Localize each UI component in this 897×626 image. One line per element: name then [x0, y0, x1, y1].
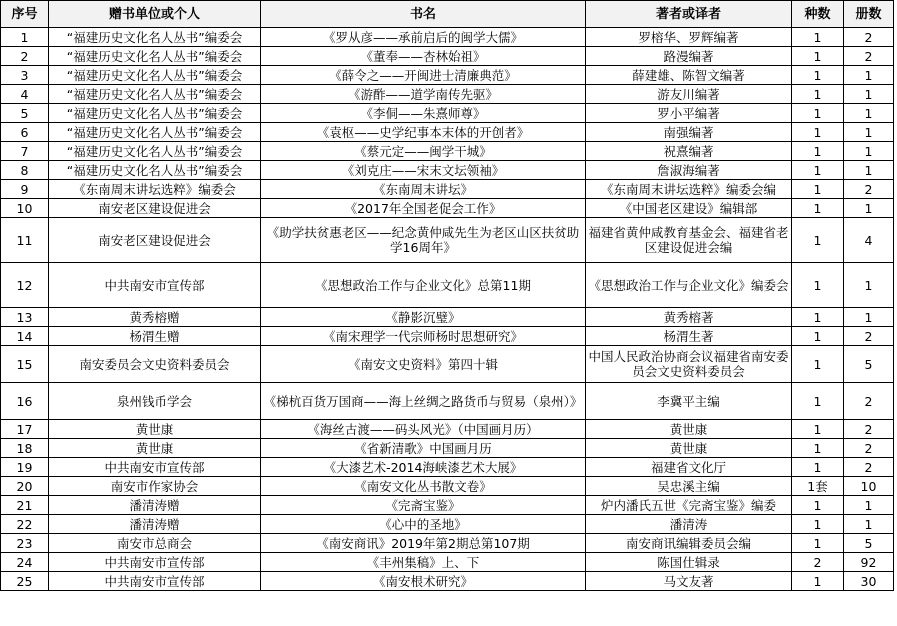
header-cell-donor: 赠书单位或个人: [49, 1, 261, 28]
cell-title: 《东南周末讲坛》: [261, 180, 586, 199]
cell-kinds: 1: [792, 142, 844, 161]
cell-title: 《思想政治工作与企业文化》总第11期: [261, 263, 586, 308]
cell-donor: “福建历史文化名人丛书”编委会: [49, 123, 261, 142]
cell-donor: 南安老区建设促进会: [49, 199, 261, 218]
cell-kinds: 1: [792, 420, 844, 439]
cell-volumes: 2: [844, 327, 894, 346]
cell-author: 福建省黄仲咸教育基金会、福建省老区建设促进会编: [586, 218, 792, 263]
table-row: [1, 180, 894, 199]
cell-kinds: 1: [792, 66, 844, 85]
cell-kinds: 1套: [792, 477, 844, 496]
cell-no: 25: [1, 572, 49, 591]
table-row: [1, 28, 894, 47]
cell-author: 游友川编著: [586, 85, 792, 104]
cell-volumes: 1: [844, 66, 894, 85]
table-row: [1, 104, 894, 123]
cell-title: 《心中的圣地》: [261, 515, 586, 534]
cell-donor: 中共南安市宣传部: [49, 458, 261, 477]
table-row: [1, 553, 894, 572]
cell-kinds: 1: [792, 308, 844, 327]
cell-kinds: 1: [792, 515, 844, 534]
table-row: [1, 161, 894, 180]
cell-author: 南强编著: [586, 123, 792, 142]
cell-title: 《李侗——朱熹师尊》: [261, 104, 586, 123]
cell-volumes: 1: [844, 123, 894, 142]
table-row: [1, 439, 894, 458]
cell-no: 19: [1, 458, 49, 477]
cell-kinds: 1: [792, 47, 844, 66]
cell-donor: 中共南安市宣传部: [49, 553, 261, 572]
cell-no: 8: [1, 161, 49, 180]
cell-title: 《董奉——杏林始祖》: [261, 47, 586, 66]
cell-donor: 潘清涛赠: [49, 496, 261, 515]
cell-no: 3: [1, 66, 49, 85]
cell-author: 《中国老区建设》编辑部: [586, 199, 792, 218]
cell-no: 4: [1, 85, 49, 104]
cell-author: 福建省文化厅: [586, 458, 792, 477]
cell-kinds: 1: [792, 327, 844, 346]
cell-donor: “福建历史文化名人丛书”编委会: [49, 85, 261, 104]
cell-no: 14: [1, 327, 49, 346]
cell-kinds: 2: [792, 553, 844, 572]
cell-volumes: 2: [844, 28, 894, 47]
table-row: [1, 496, 894, 515]
table-row: [1, 199, 894, 218]
cell-author: 杨渭生著: [586, 327, 792, 346]
cell-kinds: 1: [792, 104, 844, 123]
table-row: [1, 66, 894, 85]
cell-title: 《静影沉璧》: [261, 308, 586, 327]
cell-title: 《梯杭百货万国商——海上丝绸之路货币与贸易（泉州）》: [261, 383, 586, 420]
cell-author: 南安商讯编辑委员会编: [586, 534, 792, 553]
cell-title: 《南安文史资料》第四十辑: [261, 346, 586, 383]
table-row: [1, 47, 894, 66]
cell-no: 23: [1, 534, 49, 553]
cell-volumes: 2: [844, 420, 894, 439]
cell-donor: “福建历史文化名人丛书”编委会: [49, 47, 261, 66]
cell-donor: “福建历史文化名人丛书”编委会: [49, 66, 261, 85]
table-row: [1, 218, 894, 263]
cell-no: 16: [1, 383, 49, 420]
table-row: [1, 383, 894, 420]
cell-author: 吴忠溪主编: [586, 477, 792, 496]
cell-volumes: 92: [844, 553, 894, 572]
cell-author: 《思想政治工作与企业文化》编委会: [586, 263, 792, 308]
cell-author: 陈国仕辑录: [586, 553, 792, 572]
header-cell-kinds: 种数: [792, 1, 844, 28]
cell-donor: 黄世康: [49, 420, 261, 439]
cell-author: 黄秀榕著: [586, 308, 792, 327]
cell-donor: 南安市总商会: [49, 534, 261, 553]
cell-author: 《东南周末讲坛选粹》编委会编: [586, 180, 792, 199]
cell-title: 《刘克庄——宋末文坛领袖》: [261, 161, 586, 180]
table-row: [1, 85, 894, 104]
cell-donor: 黄秀榕赠: [49, 308, 261, 327]
table-row: [1, 308, 894, 327]
table-row: [1, 123, 894, 142]
cell-volumes: 2: [844, 383, 894, 420]
cell-author: 詹淑海编著: [586, 161, 792, 180]
cell-no: 20: [1, 477, 49, 496]
cell-title: 《2017年全国老促会工作》: [261, 199, 586, 218]
cell-volumes: 1: [844, 142, 894, 161]
cell-volumes: 1: [844, 161, 894, 180]
cell-kinds: 1: [792, 534, 844, 553]
cell-author: 薛建雄、陈智文编著: [586, 66, 792, 85]
cell-volumes: 10: [844, 477, 894, 496]
cell-kinds: 1: [792, 199, 844, 218]
cell-title: 《南安商讯》2019年第2期总第107期: [261, 534, 586, 553]
cell-kinds: 1: [792, 439, 844, 458]
table-row: [1, 327, 894, 346]
cell-author: 黄世康: [586, 420, 792, 439]
table-row: [1, 477, 894, 496]
table-row: [1, 534, 894, 553]
cell-kinds: 1: [792, 28, 844, 47]
cell-no: 7: [1, 142, 49, 161]
table-row: [1, 346, 894, 383]
cell-volumes: 1: [844, 515, 894, 534]
cell-volumes: 2: [844, 47, 894, 66]
cell-no: 17: [1, 420, 49, 439]
cell-donor: 《东南周末讲坛选粹》编委会: [49, 180, 261, 199]
cell-donor: 南安市作家协会: [49, 477, 261, 496]
cell-title: 《省新清歌》中国画月历: [261, 439, 586, 458]
cell-title: 《南安文化丛书散文卷》: [261, 477, 586, 496]
cell-donor: “福建历史文化名人丛书”编委会: [49, 142, 261, 161]
cell-title: 《薛令之——开闽进士清廉典范》: [261, 66, 586, 85]
cell-volumes: 1: [844, 85, 894, 104]
cell-title: 《完斋宝鉴》: [261, 496, 586, 515]
cell-donor: 潘清涛赠: [49, 515, 261, 534]
cell-author: 黄世康: [586, 439, 792, 458]
cell-no: 11: [1, 218, 49, 263]
cell-title: 《蔡元定——闽学干城》: [261, 142, 586, 161]
cell-volumes: 5: [844, 534, 894, 553]
table-row: [1, 572, 894, 591]
header-cell-author: 著者或译者: [586, 1, 792, 28]
cell-no: 15: [1, 346, 49, 383]
cell-no: 2: [1, 47, 49, 66]
cell-title: 《罗从彦——承前启后的闽学大儒》: [261, 28, 586, 47]
cell-author: 李冀平主编: [586, 383, 792, 420]
cell-no: 12: [1, 263, 49, 308]
cell-kinds: 1: [792, 496, 844, 515]
header-cell-volumes: 册数: [844, 1, 894, 28]
cell-kinds: 1: [792, 572, 844, 591]
cell-no: 1: [1, 28, 49, 47]
cell-donor: “福建历史文化名人丛书”编委会: [49, 104, 261, 123]
table-row: [1, 515, 894, 534]
cell-volumes: 4: [844, 218, 894, 263]
table-row: [1, 142, 894, 161]
cell-title: 《游酢——道学南传先驱》: [261, 85, 586, 104]
cell-volumes: 1: [844, 199, 894, 218]
cell-kinds: 1: [792, 346, 844, 383]
cell-kinds: 1: [792, 161, 844, 180]
cell-kinds: 1: [792, 85, 844, 104]
cell-donor: 黄世康: [49, 439, 261, 458]
cell-volumes: 30: [844, 572, 894, 591]
cell-title: 《南安根术研究》: [261, 572, 586, 591]
cell-kinds: 1: [792, 263, 844, 308]
cell-kinds: 1: [792, 123, 844, 142]
cell-title: 《海丝古渡——码头风光》（中国画月历）: [261, 420, 586, 439]
cell-donor: 杨渭生赠: [49, 327, 261, 346]
cell-volumes: 1: [844, 104, 894, 123]
table-row: [1, 420, 894, 439]
table-row: [1, 263, 894, 308]
cell-no: 21: [1, 496, 49, 515]
cell-volumes: 2: [844, 439, 894, 458]
cell-kinds: 1: [792, 383, 844, 420]
cell-no: 9: [1, 180, 49, 199]
cell-donor: 中共南安市宣传部: [49, 572, 261, 591]
cell-author: 炉内潘氏五世《完斋宝鉴》编委: [586, 496, 792, 515]
cell-title: 《南宋理学一代宗师杨时思想研究》: [261, 327, 586, 346]
cell-volumes: 2: [844, 458, 894, 477]
cell-donor: 南安老区建设促进会: [49, 218, 261, 263]
cell-kinds: 1: [792, 458, 844, 477]
cell-no: 24: [1, 553, 49, 572]
cell-kinds: 1: [792, 180, 844, 199]
header-row: [1, 1, 894, 28]
cell-no: 5: [1, 104, 49, 123]
cell-donor: “福建历史文化名人丛书”编委会: [49, 161, 261, 180]
cell-no: 6: [1, 123, 49, 142]
cell-volumes: 1: [844, 496, 894, 515]
cell-donor: 中共南安市宣传部: [49, 263, 261, 308]
cell-volumes: 2: [844, 180, 894, 199]
cell-no: 13: [1, 308, 49, 327]
cell-donor: 南安委员会文史资料委员会: [49, 346, 261, 383]
cell-title: 《助学扶贫惠老区——纪念黄仲咸先生为老区山区扶贫助学16周年》: [261, 218, 586, 263]
cell-author: 马文友著: [586, 572, 792, 591]
cell-kinds: 1: [792, 218, 844, 263]
cell-no: 18: [1, 439, 49, 458]
cell-author: 罗榕华、罗辉编著: [586, 28, 792, 47]
cell-author: 中国人民政治协商会议福建省南安委员会文史资料委员会: [586, 346, 792, 383]
cell-title: 《丰州集稿》上、下: [261, 553, 586, 572]
cell-author: 路漫编著: [586, 47, 792, 66]
cell-volumes: 1: [844, 308, 894, 327]
cell-author: 祝熹编著: [586, 142, 792, 161]
header-cell-no: 序号: [1, 1, 49, 28]
cell-author: 罗小平编著: [586, 104, 792, 123]
table-row: [1, 458, 894, 477]
cell-volumes: 5: [844, 346, 894, 383]
cell-author: 潘清涛: [586, 515, 792, 534]
cell-no: 22: [1, 515, 49, 534]
cell-no: 10: [1, 199, 49, 218]
cell-donor: 泉州钱币学会: [49, 383, 261, 420]
cell-title: 《大漆艺术-2014海峡漆艺术大展》: [261, 458, 586, 477]
cell-donor: “福建历史文化名人丛书”编委会: [49, 28, 261, 47]
header-cell-title: 书名: [261, 1, 586, 28]
cell-volumes: 1: [844, 263, 894, 308]
cell-title: 《袁枢——史学纪事本末体的开创者》: [261, 123, 586, 142]
